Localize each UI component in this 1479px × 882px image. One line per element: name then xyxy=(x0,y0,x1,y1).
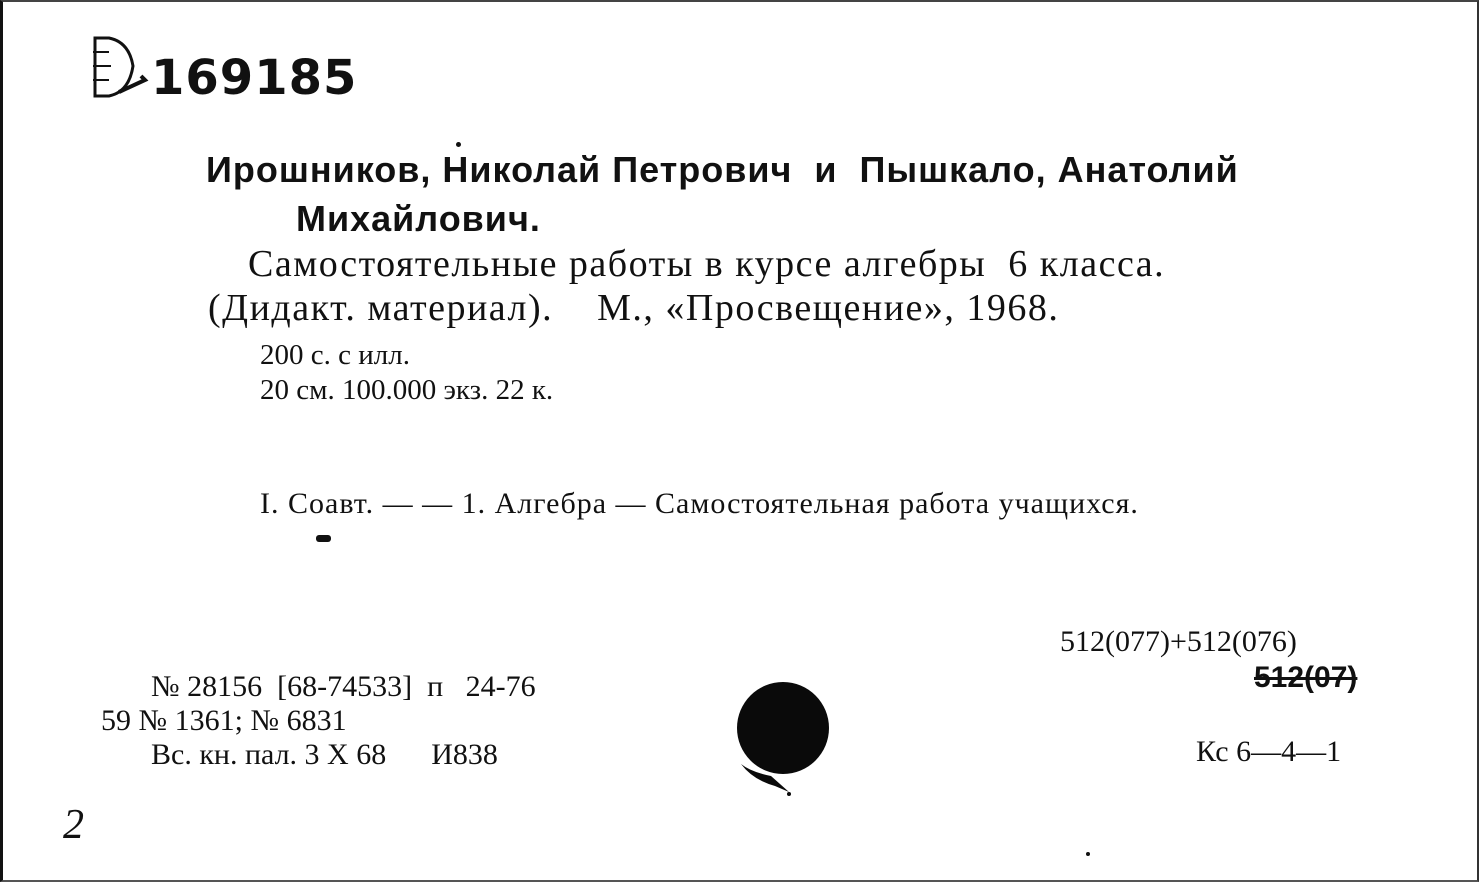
punch-hole-blot xyxy=(731,680,835,800)
ink-dash xyxy=(316,535,331,542)
collation-pages: 200 с. с илл. xyxy=(260,339,410,371)
handwritten-mark: 2 xyxy=(63,802,84,848)
registration-numbers-line: 59 № 1361; № 6831 xyxy=(101,704,347,737)
title-statement: Самостоятельные работы в курсе алгебры 6 класса. xyxy=(248,243,1166,285)
shelf-code: Кс 6—4—1 xyxy=(1196,735,1342,768)
order-number-line: № 28156 [68-74533] п 24-76 xyxy=(151,670,536,703)
chamber-line: Вс. кн. пал. 3 X 68 И838 xyxy=(151,738,498,771)
subject-tracings: I. Соавт. — — 1. Алгебра — Самостоятельная работа учащихся. xyxy=(260,487,1139,520)
stamp-number: 169185 xyxy=(151,50,358,106)
collation-size-run-price: 20 см. 100.000 экз. 22 к. xyxy=(260,374,554,406)
author-heading: Ирошников, Николай Петрович и Пышкало, Анатолий xyxy=(206,149,1239,190)
author-heading-continued: Михайлович. xyxy=(296,198,541,239)
imprint-statement: (Дидакт. материал). М., «Просвещение», 1968. xyxy=(208,287,1060,329)
library-stamp-icon xyxy=(89,32,151,104)
ink-speck xyxy=(1086,852,1090,856)
classification-code: 512(077)+512(076) xyxy=(1060,625,1297,658)
classification-code-struck: 512(07) xyxy=(1254,661,1358,694)
ink-dot xyxy=(456,142,461,147)
